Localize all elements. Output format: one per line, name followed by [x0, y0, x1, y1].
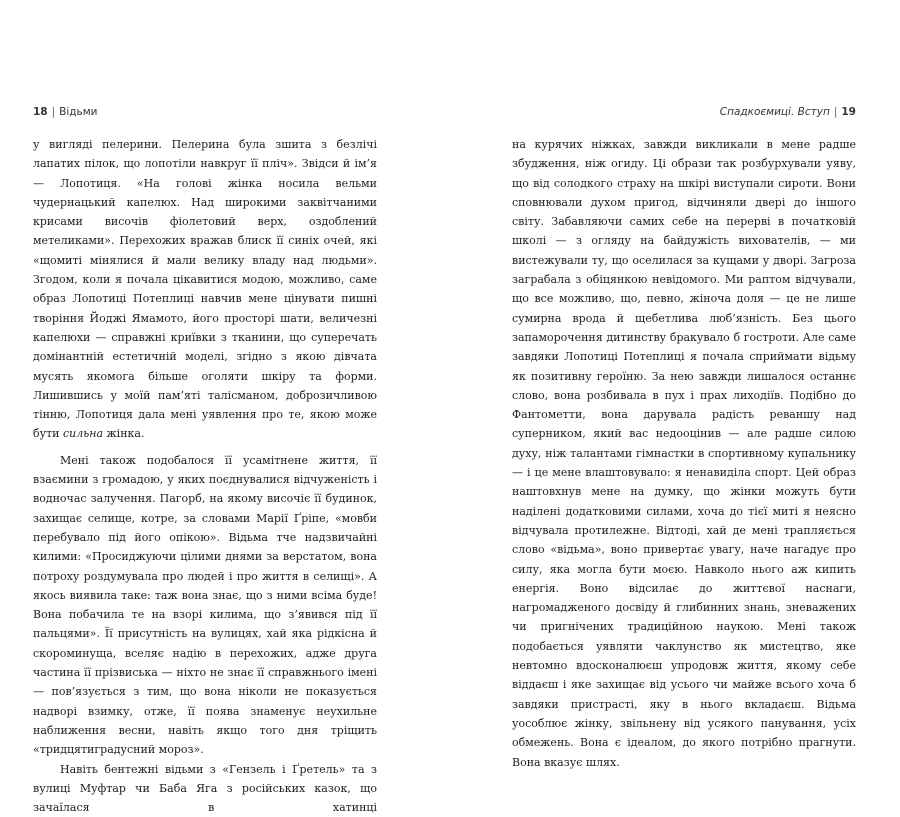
emphasis: сильна: [63, 427, 104, 441]
paragraph: на курячих ніжках, завжди викликали в мене радше збудження, ніж огиду. Ці образи так розбурхували уяву, що від солодкого страху на шкірі виступали сироти. Вони сповнювали духом пригод, відчиняли двері до іншого світу. Забавляючи самих себе на перерві в початковій школі — з огляду на байдужість вихователів, — ми вистежували ту, що оселилася за кущами у дворі. Загроза заграбала з обіцянкою невідомого. Ми раптом відчували, що все можливо, що, певно, жіноча доля — це не лише сумирна врода й щебетлива люб’язність. Без цього запаморочення дитинству бракувало б гостроти. Але саме завдяки Лопотиці Потеплиці я почала сприймати відьму як позитивну героїню. За нею завжди лишалося останнє слово, вона розбивала в пух і прах лиходіїв. Подібно до Фантометти, вона дарувала радість реваншу над суперником, який вас недооцінив — але радше силою духу, ніж талантами гімнастки в спортивному купальнику — і це мене влаштовувало: я ненавиділа спорт. Цей образ наштовхнув мене на думку, що жінки можуть бути наділені додатковими силами, хоча до тієї миті я неясно відчувала протилежне. Відтоді, хай де мені трапляється слово «відьма», воно привертає увагу, наче нагадує про силу, яка могла бути моєю. Навколо нього аж кипить енергія. Воно відсилає до життєвої наснаги, нагромадженого досвіду й глибинних знань, зневажених чи пригнічених традиційною наукою. Мені також подобається уявляти чаклунство як мистецтво, яке невтомно вдосконалюєш упродовж життя, якому себе віддаєш і яке захищає від усього чи майже всього хоча б завдяки пристрасті, яку в нього вкладаєш. Відьма уособлює жінку, звільнену від усякого панування, усіх обмежень. Вона є ідеалом, до якого потрібно прагнути. Вона вказує шлях.: [512, 138, 856, 769]
paragraph: у вигляді пелерини. Пелерина була зшита з безлічі лапатих пілок, що лопотіли навкруг її пліч». Звідси й ім’я — Лопотиця. «На голові жінка носила вельми чудернацький капелюх. Над широкими заквітчаними крисами височів фіолетовий верх, оздоблений метеликами». Перехожих вражав блиск її синіх очей, які «щомиті мінялися й мали велику владу над людьми». Згодом, коли я почала цікавитися модою, можливо, саме образ Лопотиці Потеплиці навчив мене цінувати пишні творіння Йоджі Ямамото, його просторі шати, величезні капелюхи — справжні криївки з тканини, що суперечать домінантній естетичній моделі, згідно з якою дівчата мусять якомога більше оголяти шкіру та форми. Лишившись у моїй пам’яті талісманом, доброзичливою тінню, Лопотиця дала мені уявлення про те, якою може бути сильна жінка.: [33, 138, 377, 441]
left-header-section: Відьми: [59, 106, 98, 118]
header-separator: |: [833, 106, 838, 118]
right-page-number: 19: [841, 106, 856, 118]
left-page: [33, 104, 377, 817]
paragraph: Навіть бентежні відьми з «Гензель і Ґретель» та з вулиці Муфтар чи Баба Яга з російських казок, що зачаїлася в хатинці: [33, 762, 377, 815]
right-running-header: [512, 104, 856, 120]
right-page: [512, 104, 856, 772]
paragraph: Мені також подобалося її усамітнене життя, її взаємини з громадою, у яких поєднувалися відчуженість і водночас залучення. Пагорб, на якому височіє її будинок, захищає селище, котре, за словами Марії Ґріпе, «мовби перебувало під його опікою». Відьма тче надзвичайні килими: «Просиджуючи цілими днями за верстатом, вона потроху роздумувала про людей і про життя в селищі». А якось виявила таке: таж вона знає, що з ними всіма буде! Вона побачила те на взорі килима, що з’явився під її пальцями». Її присутність на вулицях, хай яка рідкісна й скороминуща, вселяє надію в перехожих, адже друга частина її прізвиська — ніхто не знає її справжнього імені — пов’язується з тим, що вона ніколи не показується надворі взимку, отже, її поява знаменує неухильне наближення весни, навіть якщо того дня тріщить «тридцятиградусний мороз».: [33, 453, 377, 757]
left-running-header: [33, 104, 377, 120]
right-header-section: Спадкоємиці. Вступ: [719, 106, 830, 118]
right-page-body: [512, 135, 856, 772]
left-page-number: 18: [33, 106, 48, 118]
header-separator: |: [51, 106, 56, 118]
left-page-body: [33, 135, 377, 817]
